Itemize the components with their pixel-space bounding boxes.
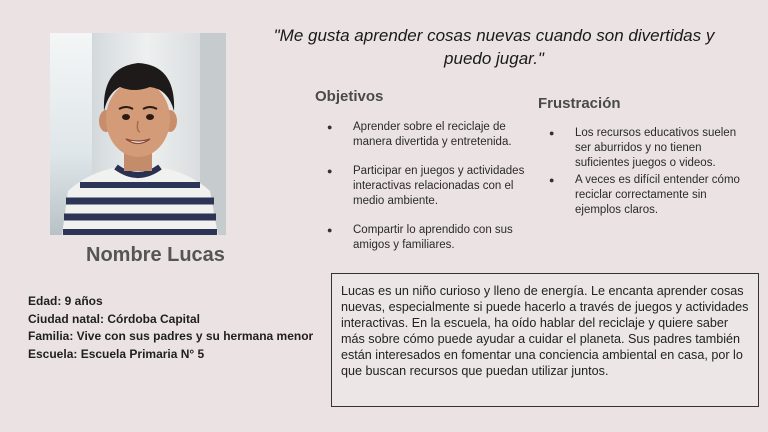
objetivos-list (327, 120, 537, 267)
fact-escuela: Escuela: Escuela Primaria N° 5 (28, 346, 205, 361)
frustracion-heading: Frustración (538, 95, 621, 112)
objetivo-item: ● Participar en juegos y actividades interactivas relacionadas con el medio ambiente. (327, 164, 537, 209)
objetivo-item: ● Aprender sobre el reciclaje de manera divertida y entretenida. (327, 120, 537, 150)
boy-portrait-illustration (50, 33, 226, 235)
persona-facts (28, 293, 313, 363)
fact-edad: Edad: 9 años (28, 294, 103, 308)
fact-ciudad: Ciudad natal: Córdoba Capital (28, 311, 201, 326)
persona-bio: Lucas es un niño curioso y lleno de energía. Le encanta aprender cosas nuevas, especialmente si puede hacerlo a través de juegos y actividades interactivas. En la escuela, ha oído hablar del reciclaje y quiere saber más sobre cómo puede ayudar a cuidar el planeta. Sus padres también están interesados en fomentar una conciencia ambiental en casa, por lo que buscan recursos que puedan utilizar juntos. (331, 273, 759, 407)
objetivo-item: ● Compartir lo aprendido con sus amigos y familiares. (327, 223, 537, 253)
frustracion-item: ● A veces es difícil entender cómo reciclar correctamente sin ejemplos claros. (549, 173, 755, 218)
frustracion-list (549, 126, 755, 220)
profile-photo (50, 33, 226, 235)
fact-familia: Familia: Vive con sus padres y su hermana menor (28, 329, 314, 343)
objetivos-heading: Objetivos (315, 88, 384, 105)
persona-quote: "Me gusta aprender cosas nuevas cuando son divertidas y puedo jugar." (273, 26, 715, 68)
persona-name: Nombre Lucas (86, 244, 225, 266)
frustracion-item: ● Los recursos educativos suelen ser aburridos y no tienen suficientes juegos o videos. (549, 126, 755, 171)
